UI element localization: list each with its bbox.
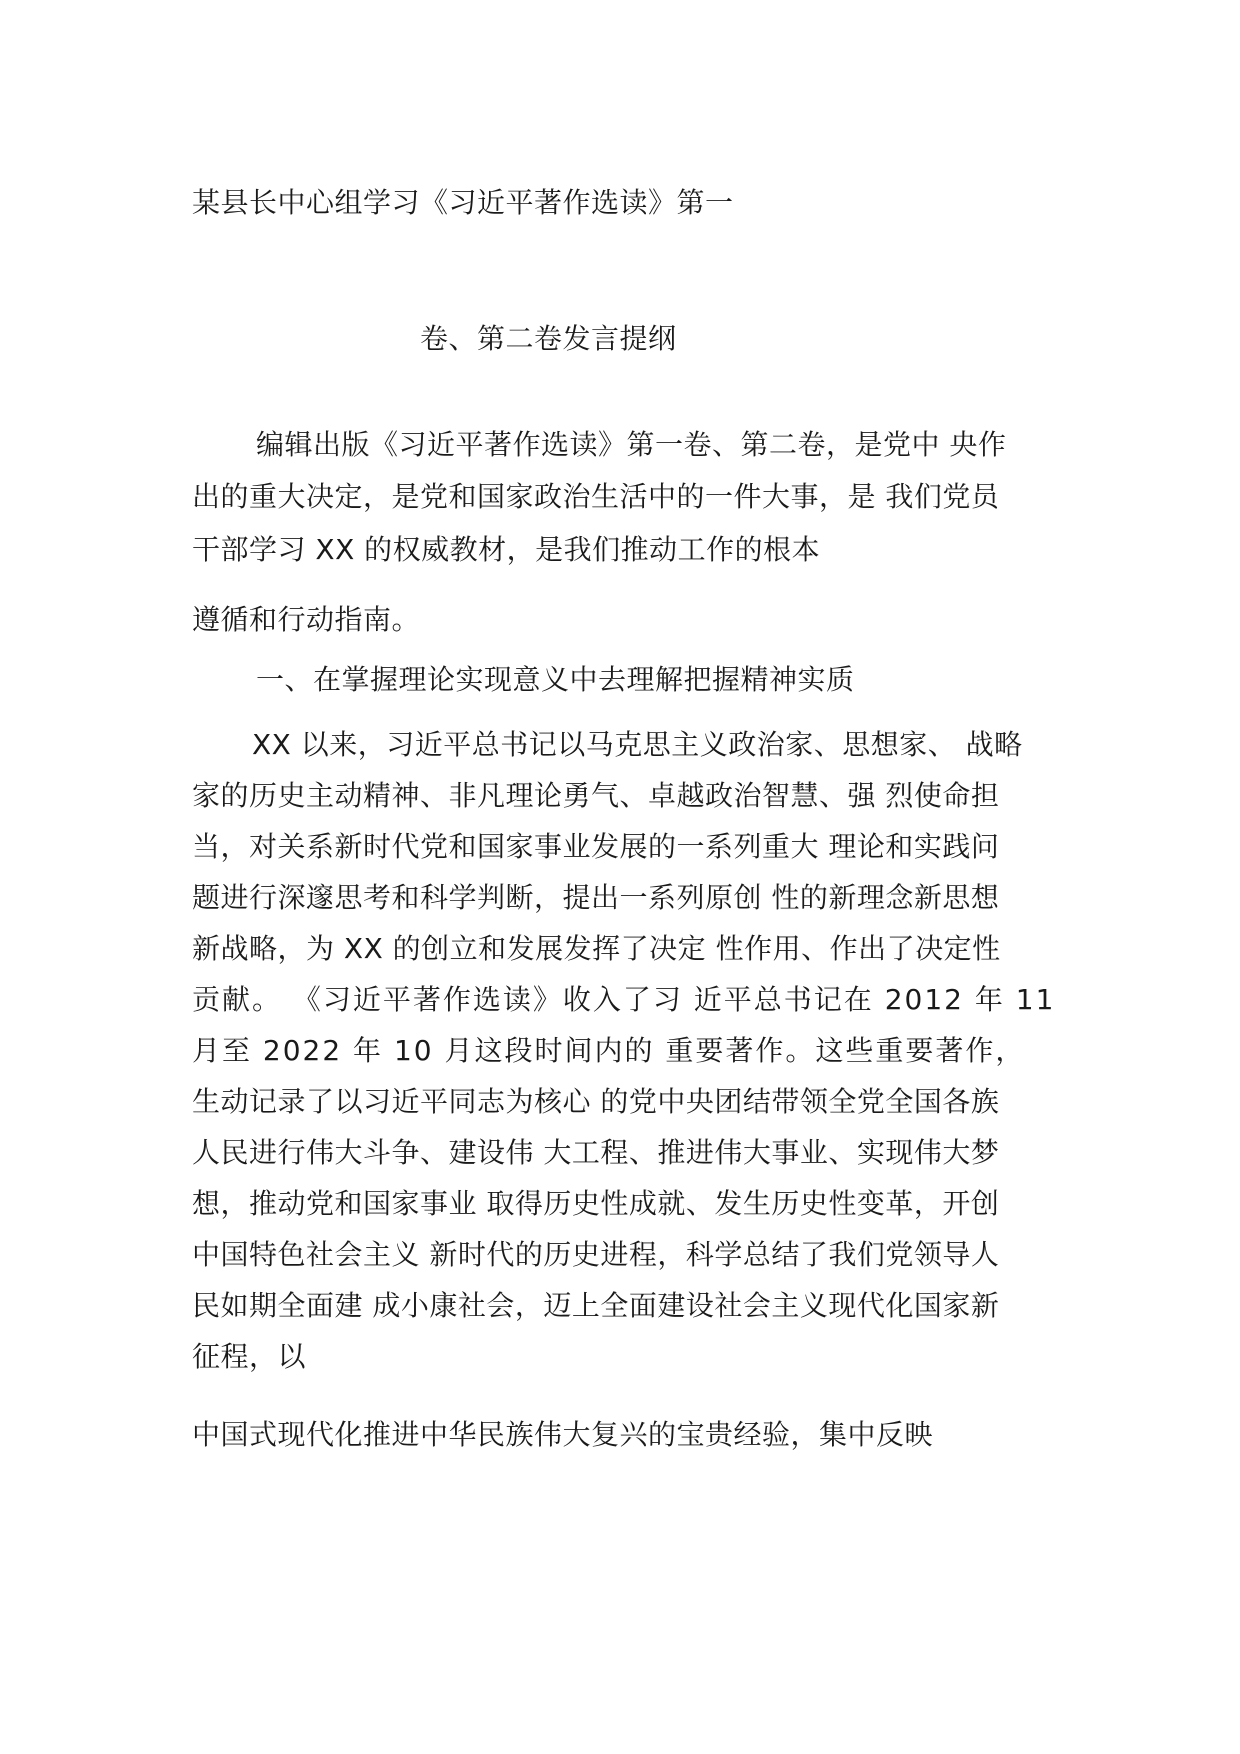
document-title-line-2: 卷、第二卷发言提纲	[420, 322, 677, 355]
section-heading: 一、在掌握理论实现意义中去理解把握精神实质	[256, 663, 855, 696]
paragraph-line: 题进行深邃思考和科学判断，提出一系列原创 性的新理念新思想	[192, 881, 1000, 914]
paragraph-line: 想，推动党和国家事业 取得历史性成就、发生历史性变革，开创	[192, 1187, 1000, 1220]
paragraph-line: 中国式现代化推进中华民族伟大复兴的宝贵经验，集中反映	[192, 1418, 934, 1451]
paragraph-line: 中国特色社会主义 新时代的历史进程，科学总结了我们党领导人	[192, 1238, 1000, 1271]
paragraph-line: 新战略，为 XX 的创立和发展发挥了决定 性作用、作出了决定性	[192, 932, 1001, 965]
paragraph-line: 征程，以	[192, 1340, 307, 1373]
paragraph-line: 家的历史主动精神、非凡理论勇气、卓越政治智慧、强 烈使命担	[192, 779, 1000, 812]
paragraph-line: 出的重大决定，是党和国家政治生活中的一件大事，是 我们党员	[192, 480, 1000, 513]
paragraph-line: 生动记录了以习近平同志为核心 的党中央团结带领全党全国各族	[192, 1085, 1000, 1118]
paragraph-line: 贡献。 《习近平著作选读》收入了习 近平总书记在 2012 年 11	[192, 983, 1056, 1016]
paragraph-line: 民如期全面建 成小康社会，迈上全面建设社会主义现代化国家新	[192, 1289, 1000, 1322]
paragraph-line: 遵循和行动指南。	[192, 603, 421, 636]
paragraph-line: XX 以来，习近平总书记以马克思主义政治家、思想家、 战略	[252, 728, 1023, 761]
document-title-line-1: 某县长中心组学习《习近平著作选读》第一	[192, 186, 734, 219]
paragraph-line: 当，对关系新时代党和国家事业发展的一系列重大 理论和实践问	[192, 830, 1000, 863]
paragraph-line: 编辑出版《习近平著作选读》第一卷、第二卷，是党中 央作	[256, 428, 1007, 461]
paragraph-line: 月至 2022 年 10 月这段时间内的 重要著作。这些重要著作，	[192, 1034, 1026, 1067]
paragraph-line: 干部学习 XX 的权威教材，是我们推动工作的根本	[192, 533, 821, 566]
paragraph-line: 人民进行伟大斗争、建设伟 大工程、推进伟大事业、实现伟大梦	[192, 1136, 1000, 1169]
